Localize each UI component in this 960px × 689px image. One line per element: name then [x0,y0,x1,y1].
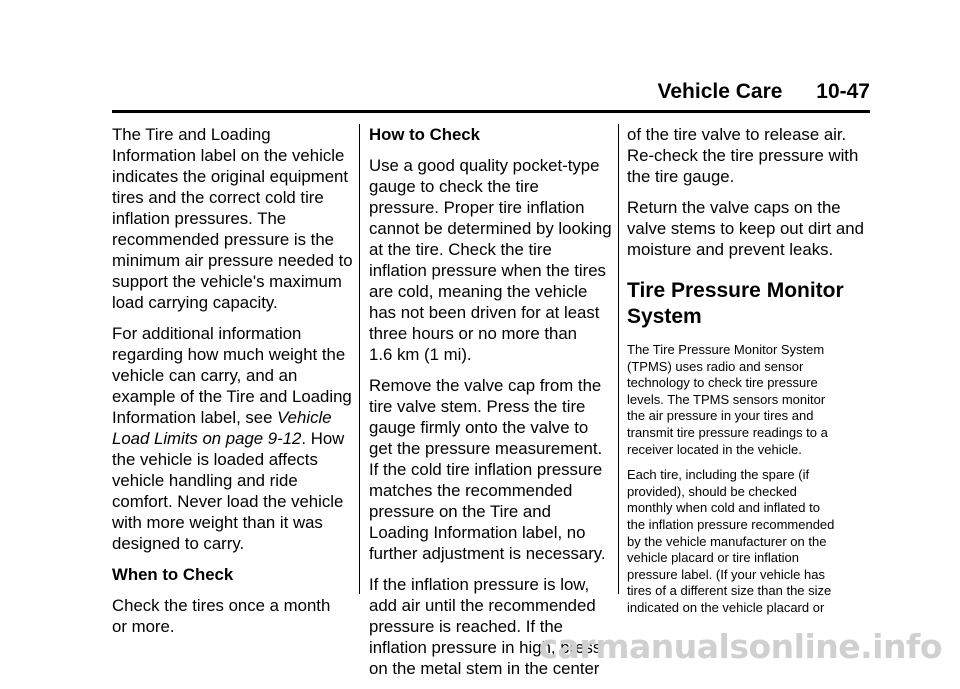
text-line: with more weight than it was [112,513,323,532]
text-line: The Tire Pressure Monitor System [627,342,825,357]
text-line: further adjustment is necessary. [369,544,606,563]
text-line: vehicle handling and ride [112,471,298,490]
text-line: (TPMS) uses radio and sensor [627,358,804,374]
heading-line: System [627,305,702,328]
text-line: Return the valve caps on the [627,198,841,217]
page-number: 10-47 [816,80,870,103]
text-line: technology to check tire pressure [627,375,818,391]
heading-line: Tire Pressure Monitor [627,279,844,302]
text-line: the inflation pressure recommended [627,516,835,532]
watermark: carmanualsonline.info [538,627,942,666]
text-line: add air until the recommended [369,596,596,615]
text-line: indicates the original equipment [112,167,349,186]
text-line: 1.6 km (1 mi). [369,345,472,364]
text-line: inflation pressures. The [112,209,287,228]
text-line: tires and the correct cold tire [112,188,324,207]
text-line: designed to carry. [112,534,245,553]
text-line: pressure on the Tire and [369,502,551,521]
text-line: gauge to check the tire [369,177,539,196]
text-line: Information label on the vehicle [112,146,345,165]
text-line: gauge firmly onto the valve to [369,418,589,437]
text-line: Loading Information label, no [369,523,586,542]
text-line: on the metal stem in the center [369,659,600,678]
paragraph-additional-info [112,323,352,554]
text-fragment: . How [301,429,345,448]
text-line: The Tire and Loading [112,125,271,144]
text-line: Check the tires once a month [112,596,331,615]
text-line: load carrying capacity. [112,293,278,312]
text-line: tire valve stem. Press the tire [369,397,586,416]
text-line: of the tire valve to release air. [627,125,847,144]
paragraph-gauge [369,155,612,365]
text-line: receiver located in the vehicle. [627,441,802,457]
text-line: vehicle can carry, and an [112,366,298,385]
text-line: recommended pressure is the [112,230,334,249]
text-line: Use a good quality pocket-type [369,156,600,175]
column-2 [369,124,612,689]
text-line: support the vehicle's maximum [112,272,342,291]
text-line: indicated on the vehicle placard or [627,599,825,615]
text-line: cannot be determined by looking [369,219,612,238]
column-1 [112,124,352,647]
text-line: inflation pressure in high, press [369,638,602,657]
header-rule [112,110,870,113]
text-line: pressure label. (If your vehicle has [627,566,825,582]
text-line: Remove the valve cap from the [369,376,602,395]
paragraph-tpms-intro [627,342,872,458]
text-line: are cold, meaning the vehicle [369,282,588,301]
text-line: the air pressure in your tires and [627,408,814,424]
text-line: three hours or no more than [369,324,578,343]
text-line: comfort. Never load the vehicle [112,492,344,511]
text-line: Each tire, including the spare (if [627,467,810,483]
text-line: vehicle placard or tire inflation [627,550,799,566]
text-line: pressure. Proper tire inflation [369,198,585,217]
subheading-how-to-check: How to Check [369,125,480,144]
text-line: or more. [112,617,175,636]
text-line: matches the recommended [369,481,573,500]
text-line: the tire gauge. [627,167,735,186]
text-line: regarding how much weight the [112,345,346,364]
text-line: the vehicle is loaded affects [112,450,318,469]
text-line: by the vehicle manufacturer on the [627,533,827,549]
text-fragment: Information label, see [112,408,278,427]
text-line: If the inflation pressure is low, [369,575,590,594]
text-line: valve stems to keep out dirt and [627,219,864,238]
text-line: inflation pressure when the tires [369,261,606,280]
text-line [112,428,352,449]
text-line: at the tire. Check the tire [369,240,552,259]
paragraph-release-air [627,124,872,187]
text-line: monthly when cold and inflated to [627,500,820,516]
text-line: tires of a different size than the size [627,583,832,599]
column-divider-2 [618,124,619,594]
text-line: If the cold tire inflation pressure [369,460,603,479]
text-line: pressure is reached. If the [369,617,564,636]
text-line [112,407,352,428]
column-3 [627,124,872,626]
text-line: example of the Tire and Loading [112,387,352,406]
section-title: Vehicle Care [657,80,783,103]
paragraph-check-frequency [112,595,352,637]
text-line: has not been driven for at least [369,303,600,322]
paragraph-valve-caps [627,197,872,260]
paragraph-valve-cap [369,375,609,564]
text-line: transmit tire pressure readings to a [627,424,828,440]
column-divider-1 [359,124,360,594]
paragraph-tire-loading-label [112,124,352,313]
text-line: Re-check the tire pressure with [627,146,859,165]
text-line: For additional information [112,324,302,343]
text-line: minimum air pressure needed to [112,251,353,270]
heading-tpms [627,278,872,330]
page-header [658,80,870,104]
cross-reference-link[interactable]: Load Limits on page 9-12 [112,429,302,448]
paragraph-tpms-monthly-check [627,467,872,616]
text-line: provided), should be checked [627,483,797,499]
cross-reference-link[interactable]: Vehicle [277,408,332,427]
subheading-when-to-check: When to Check [112,565,234,584]
text-line: levels. The TPMS sensors monitor [627,391,826,407]
text-line: moisture and prevent leaks. [627,240,834,259]
text-line: get the pressure measurement. [369,439,603,458]
